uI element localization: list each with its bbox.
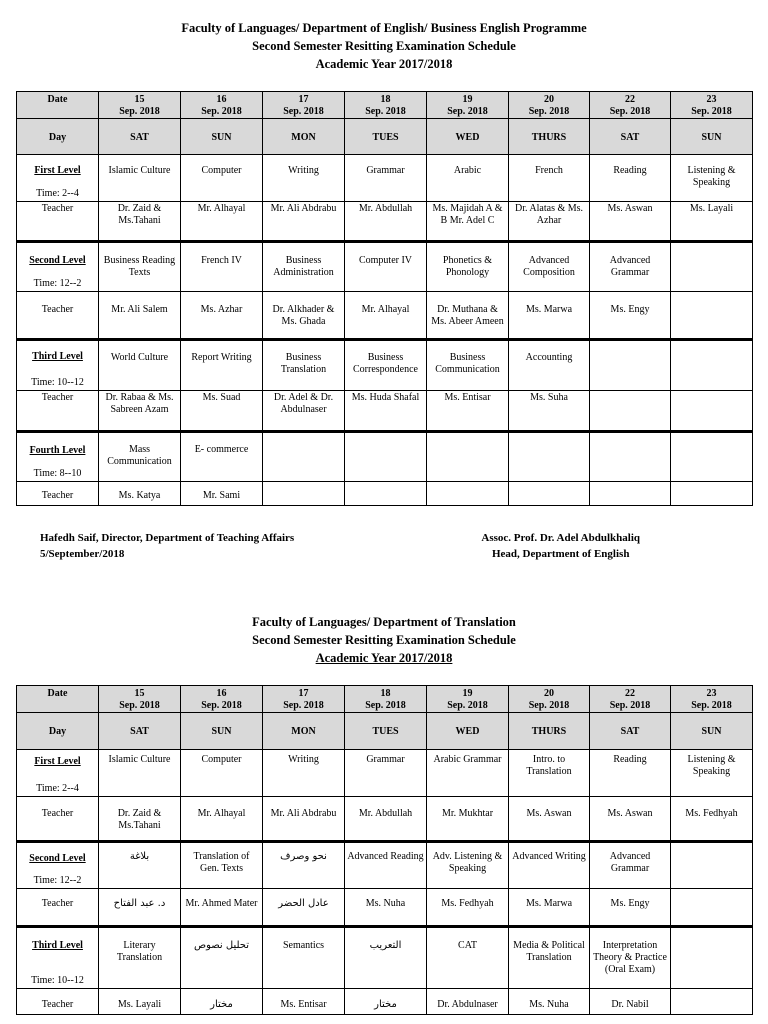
subject-cell	[671, 242, 753, 292]
subject-cell	[671, 340, 753, 391]
subject-cell: Literary Translation	[99, 927, 181, 989]
day-cell: TUES	[345, 713, 427, 750]
subject-cell: Writing	[263, 750, 345, 797]
subject-cell: بلاغة	[99, 842, 181, 889]
teacher-cell	[263, 482, 345, 506]
teacher-cell: Mr. Ali Abdrabu	[263, 797, 345, 842]
subject-cell: Business Administration	[263, 242, 345, 292]
date-day-number: 16	[216, 688, 227, 699]
teacher-label: Teacher	[17, 391, 99, 432]
level-time: Time: 2--4	[36, 188, 79, 199]
date-cell	[671, 686, 753, 713]
teacher-cell: Ms. Entisar	[263, 989, 345, 1015]
date-month-year: Sep. 2018	[119, 106, 160, 117]
teacher-label: Teacher	[17, 989, 99, 1015]
level-name: Second Level	[29, 255, 86, 266]
subject-cell: Advanced Reading	[345, 842, 427, 889]
date-month-year: Sep. 2018	[528, 106, 570, 117]
teacher-cell: مختار	[181, 989, 263, 1015]
level-subject-row	[17, 432, 753, 482]
teacher-cell: Mr. Alhayal	[181, 797, 263, 842]
subject-cell: Interpretation Theory & Practice (Oral Exam)	[590, 927, 671, 989]
subject-cell: French IV	[181, 242, 263, 292]
teacher-cell: Mr. Abdullah	[345, 202, 427, 242]
date-label: Date	[17, 92, 99, 119]
teacher-cell: Ms. Engy	[590, 292, 671, 340]
subject-cell: Accounting	[509, 340, 590, 391]
teacher-cell: Ms. Suad	[181, 391, 263, 432]
level-label-cell	[17, 242, 99, 292]
date-cell	[427, 686, 509, 713]
subject-cell: French	[509, 155, 590, 202]
teacher-cell: Ms. Marwa	[509, 889, 590, 927]
date-cell	[181, 686, 263, 713]
date-month-year: Sep. 2018	[447, 700, 488, 711]
subject-cell: World Culture	[99, 340, 181, 391]
date-month-year: Sep. 2018	[119, 700, 160, 711]
level-teacher-row	[17, 292, 753, 340]
teacher-cell: Dr. Alkhader & Ms. Ghada	[263, 292, 345, 340]
date-month-year: Sep. 2018	[528, 700, 570, 711]
teacher-cell: Dr. Zaid & Ms.Tahani	[99, 202, 181, 242]
teacher-cell: عادل الحضر	[263, 889, 345, 927]
teacher-cell: Ms. Katya	[99, 482, 181, 506]
level-subject-row	[17, 242, 753, 292]
day-cell: MON	[263, 119, 345, 155]
day-cell: THURS	[509, 119, 590, 155]
subject-cell: نحو وصرف	[263, 842, 345, 889]
subject-cell: Arabic Grammar	[427, 750, 509, 797]
day-cell: SUN	[181, 713, 263, 750]
teacher-cell	[590, 391, 671, 432]
day-cell: SUN	[181, 119, 263, 155]
day-cell: MON	[263, 713, 345, 750]
level-label-cell	[17, 842, 99, 889]
level-subject-row	[17, 750, 753, 797]
date-day-number: 18	[380, 688, 391, 699]
teacher-cell	[671, 482, 753, 506]
level-name: Second Level	[29, 853, 86, 864]
teacher-cell: Dr. Adel & Dr. Abdulnaser	[263, 391, 345, 432]
subject-cell: Reading	[590, 155, 671, 202]
schedule1-title-line3: Academic Year 2017/2018	[315, 57, 453, 71]
level-name: Third Level	[32, 351, 83, 362]
date-cell	[263, 686, 345, 713]
teacher-cell: مختار	[345, 989, 427, 1015]
teacher-cell: Mr. Abdullah	[345, 797, 427, 842]
teacher-label: Teacher	[17, 889, 99, 927]
subject-cell: Listening & Speaking	[671, 155, 753, 202]
subject-cell: Intro. to Translation	[509, 750, 590, 797]
teacher-cell: Mr. Alhayal	[345, 292, 427, 340]
day-row	[17, 713, 753, 750]
subject-cell: Phonetics & Phonology	[427, 242, 509, 292]
date-cell	[509, 686, 590, 713]
subject-cell: Adv. Listening & Speaking	[427, 842, 509, 889]
teacher-cell: Dr. Alatas & Ms. Azhar	[509, 202, 590, 242]
teacher-cell: Ms. Layali	[671, 202, 753, 242]
subject-cell: Advanced Composition	[509, 242, 590, 292]
teacher-label: Teacher	[17, 797, 99, 842]
day-cell: SAT	[99, 713, 181, 750]
schedule1-title-line2: Second Semester Resitting Examination Schedule	[252, 39, 516, 53]
subject-cell: Grammar	[345, 155, 427, 202]
level-name: First Level	[34, 165, 81, 176]
teacher-cell	[671, 889, 753, 927]
date-cell	[181, 92, 263, 119]
level-subject-row	[17, 927, 753, 989]
teacher-cell: Ms. Fedhyah	[671, 797, 753, 842]
date-cell	[99, 92, 181, 119]
date-cell	[263, 92, 345, 119]
date-month-year: Sep. 2018	[283, 106, 324, 117]
teacher-cell	[345, 482, 427, 506]
date-day-number: 22	[625, 94, 635, 105]
subject-cell: Media & Political Translation	[509, 927, 590, 989]
level-subject-row	[17, 340, 753, 391]
teacher-cell: Mr. Ahmed Mater	[181, 889, 263, 927]
date-cell	[345, 686, 427, 713]
teacher-cell: Ms. Fedhyah	[427, 889, 509, 927]
subject-cell	[509, 432, 590, 482]
date-month-year: Sep. 2018	[691, 700, 732, 711]
schedule1-table	[16, 91, 753, 506]
level-time: Time: 2--4	[36, 783, 79, 794]
date-day-number: 16	[216, 94, 227, 105]
teacher-cell: Dr. Abdulnaser	[427, 989, 509, 1015]
teacher-cell: Ms. Nuha	[345, 889, 427, 927]
teacher-cell	[590, 482, 671, 506]
subject-cell	[671, 432, 753, 482]
subject-cell: Advanced Grammar	[590, 242, 671, 292]
subject-cell: Advanced Grammar	[590, 842, 671, 889]
subject-cell: Advanced Writing	[509, 842, 590, 889]
date-row	[17, 92, 753, 119]
date-month-year: Sep. 2018	[691, 106, 732, 117]
schedule2-title-line3: Academic Year 2017/2018	[315, 651, 453, 665]
day-cell: WED	[427, 713, 509, 750]
signature-left-line1: Hafedh Saif, Director, Department of Teaching Affairs	[40, 532, 295, 544]
teacher-cell: Ms. Marwa	[509, 292, 590, 340]
subject-cell: Computer	[181, 155, 263, 202]
date-day-number: 22	[625, 688, 635, 699]
date-cell	[590, 92, 671, 119]
level-teacher-row	[17, 202, 753, 242]
date-day-number: 17	[298, 94, 309, 105]
teacher-cell: Ms. Huda Shafal	[345, 391, 427, 432]
teacher-label: Teacher	[17, 292, 99, 340]
date-day-number: 20	[544, 94, 554, 105]
date-day-number: 23	[706, 94, 717, 105]
day-cell: SUN	[671, 119, 753, 155]
schedule2-title-line1: Faculty of Languages/ Department of Translation	[252, 615, 516, 629]
day-label: Day	[17, 119, 99, 155]
subject-cell: Listening & Speaking	[671, 750, 753, 797]
date-day-number: 19	[462, 688, 473, 699]
subject-cell: Business Correspondence	[345, 340, 427, 391]
subject-cell: CAT	[427, 927, 509, 989]
schedule2-header	[0, 613, 768, 667]
teacher-cell: Mr. Ali Salem	[99, 292, 181, 340]
subject-cell: Reading	[590, 750, 671, 797]
teacher-cell	[671, 989, 753, 1015]
teacher-cell: Ms. Majidah A & B Mr. Adel C	[427, 202, 509, 242]
subject-cell: Arabic	[427, 155, 509, 202]
day-cell: SAT	[590, 713, 671, 750]
subject-cell	[590, 340, 671, 391]
level-teacher-row	[17, 482, 753, 506]
level-label-cell	[17, 750, 99, 797]
subject-cell: تحليل نصوص	[181, 927, 263, 989]
signature-left	[40, 530, 294, 562]
teacher-cell: د. عبد الفتاح	[99, 889, 181, 927]
teacher-cell: Ms. Aswan	[590, 797, 671, 842]
subject-cell	[590, 432, 671, 482]
schedule1-header	[0, 19, 768, 73]
teacher-label: Teacher	[17, 482, 99, 506]
teacher-cell: Mr. Ali Abdrabu	[263, 202, 345, 242]
subject-cell: Business Communication	[427, 340, 509, 391]
teacher-cell: Ms. Aswan	[590, 202, 671, 242]
level-teacher-row	[17, 797, 753, 842]
schedule2-table	[16, 685, 753, 1015]
level-teacher-row	[17, 989, 753, 1015]
date-month-year: Sep. 2018	[609, 106, 651, 117]
date-label: Date	[17, 686, 99, 713]
day-cell: TUES	[345, 119, 427, 155]
teacher-label: Teacher	[17, 202, 99, 242]
level-label-cell	[17, 927, 99, 989]
date-day-number: 20	[544, 688, 554, 699]
subject-cell: Report Writing	[181, 340, 263, 391]
teacher-cell: Dr. Muthana & Ms. Abeer Ameen	[427, 292, 509, 340]
teacher-cell	[671, 292, 753, 340]
date-day-number: 18	[380, 94, 391, 105]
date-month-year: Sep. 2018	[201, 106, 242, 117]
teacher-cell: Ms. Nuha	[509, 989, 590, 1015]
level-name: Fourth Level	[29, 445, 86, 456]
day-cell: SAT	[590, 119, 671, 155]
date-day-number: 15	[134, 688, 145, 699]
subject-cell: Business Reading Texts	[99, 242, 181, 292]
teacher-cell: Mr. Sami	[181, 482, 263, 506]
date-cell	[590, 686, 671, 713]
date-day-number: 15	[134, 94, 145, 105]
teacher-cell: Ms. Entisar	[427, 391, 509, 432]
date-cell	[509, 92, 590, 119]
teacher-cell: Ms. Layali	[99, 989, 181, 1015]
subject-cell: Business Translation	[263, 340, 345, 391]
day-cell: SUN	[671, 713, 753, 750]
level-teacher-row	[17, 889, 753, 927]
subject-cell	[427, 432, 509, 482]
level-name: Third Level	[32, 940, 83, 951]
teacher-cell: Mr. Alhayal	[181, 202, 263, 242]
day-cell: SAT	[99, 119, 181, 155]
date-month-year: Sep. 2018	[201, 700, 242, 711]
level-subject-row	[17, 842, 753, 889]
teacher-cell: Dr. Nabil	[590, 989, 671, 1015]
subject-cell: Translation of Gen. Texts	[181, 842, 263, 889]
date-day-number: 23	[706, 688, 717, 699]
teacher-cell: Ms. Azhar	[181, 292, 263, 340]
date-month-year: Sep. 2018	[447, 106, 488, 117]
subject-cell	[671, 842, 753, 889]
date-month-year: Sep. 2018	[283, 700, 324, 711]
subject-cell: Islamic Culture	[99, 155, 181, 202]
level-label-cell	[17, 432, 99, 482]
day-cell: THURS	[509, 713, 590, 750]
level-time: Time: 12--2	[33, 875, 82, 886]
signature-right-line2: Head, Department of English	[491, 548, 630, 560]
date-cell	[345, 92, 427, 119]
signature-left-line2: 5/September/2018	[40, 548, 125, 560]
subject-cell: Grammar	[345, 750, 427, 797]
date-row	[17, 686, 753, 713]
date-cell	[427, 92, 509, 119]
schedule2-title-line2: Second Semester Resitting Examination Schedule	[252, 633, 516, 647]
date-cell	[99, 686, 181, 713]
subject-cell: Computer	[181, 750, 263, 797]
subject-cell: Mass Communication	[99, 432, 181, 482]
day-row	[17, 119, 753, 155]
teacher-cell: Ms. Aswan	[509, 797, 590, 842]
subject-cell	[671, 927, 753, 989]
level-name: First Level	[34, 756, 81, 767]
level-subject-row	[17, 155, 753, 202]
level-time: Time: 10--12	[31, 975, 84, 986]
level-teacher-row	[17, 391, 753, 432]
level-time: Time: 8--10	[33, 468, 82, 479]
signature-right-line1: Assoc. Prof. Dr. Adel Abdulkhaliq	[481, 532, 640, 544]
subject-cell: Writing	[263, 155, 345, 202]
teacher-cell: Ms. Suha	[509, 391, 590, 432]
teacher-cell	[427, 482, 509, 506]
subject-cell: E- commerce	[181, 432, 263, 482]
subject-cell: Islamic Culture	[99, 750, 181, 797]
subject-cell	[345, 432, 427, 482]
teacher-cell	[509, 482, 590, 506]
teacher-cell	[671, 391, 753, 432]
subject-cell: Semantics	[263, 927, 345, 989]
subject-cell	[263, 432, 345, 482]
teacher-cell: Dr. Zaid & Ms.Tahani	[99, 797, 181, 842]
subject-cell: Computer IV	[345, 242, 427, 292]
level-time: Time: 10--12	[31, 377, 84, 388]
teacher-cell: Dr. Rabaa & Ms. Sabreen Azam	[99, 391, 181, 432]
date-month-year: Sep. 2018	[365, 700, 406, 711]
day-label: Day	[17, 713, 99, 750]
teacher-cell: Mr. Mukhtar	[427, 797, 509, 842]
date-cell	[671, 92, 753, 119]
day-cell: WED	[427, 119, 509, 155]
date-day-number: 17	[298, 688, 309, 699]
subject-cell: التعريب	[345, 927, 427, 989]
level-time: Time: 12--2	[33, 278, 82, 289]
teacher-cell: Ms. Engy	[590, 889, 671, 927]
signature-right	[481, 530, 640, 562]
date-day-number: 19	[462, 94, 473, 105]
date-month-year: Sep. 2018	[609, 700, 651, 711]
level-label-cell	[17, 155, 99, 202]
date-month-year: Sep. 2018	[365, 106, 406, 117]
level-label-cell	[17, 340, 99, 391]
schedule1-title-line1: Faculty of Languages/ Department of English/ Business English Programme	[181, 21, 587, 35]
